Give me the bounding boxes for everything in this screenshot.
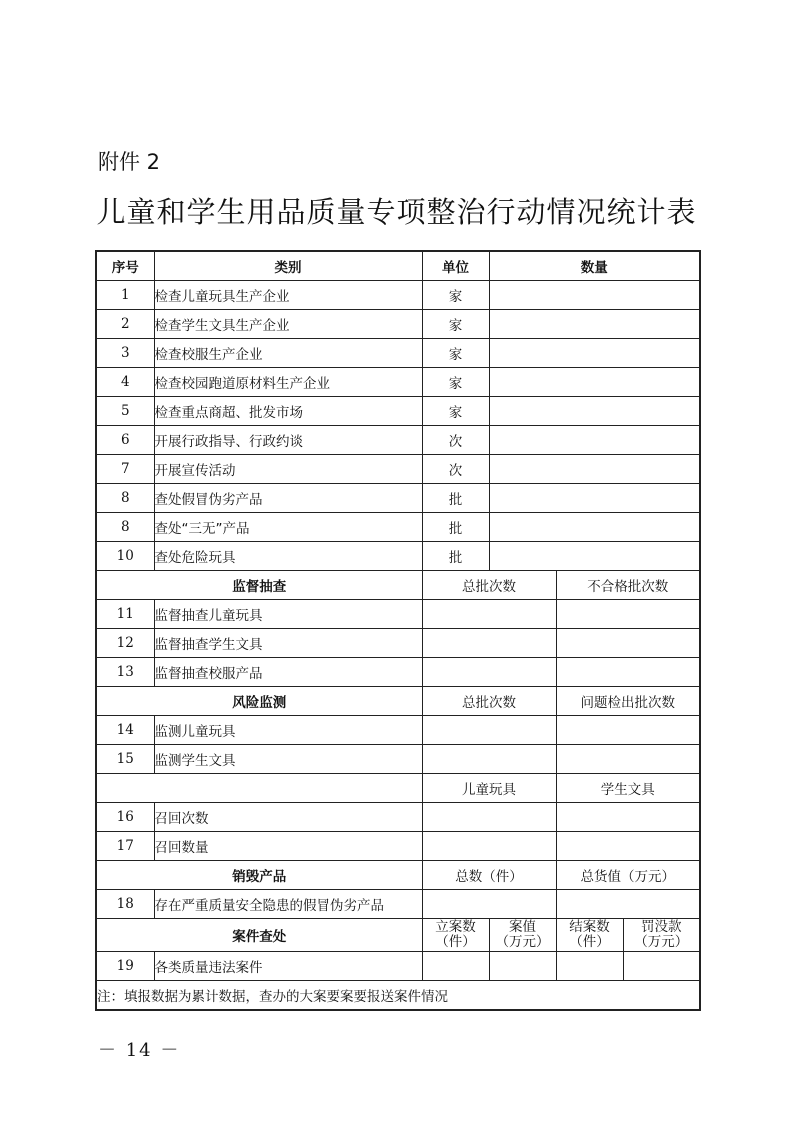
row-unit: 批 xyxy=(422,513,489,542)
section-header-row xyxy=(96,774,700,803)
table-row xyxy=(96,484,700,513)
col-total-batches: 总批次数 xyxy=(422,687,556,716)
table-row xyxy=(96,629,700,658)
quantity-cell[interactable] xyxy=(489,455,700,484)
row-seq: 4 xyxy=(96,368,154,397)
value-cell[interactable] xyxy=(422,803,556,832)
col-total-value: 总货值（万元） xyxy=(556,861,700,890)
value-cell[interactable] xyxy=(556,803,700,832)
row-unit: 批 xyxy=(422,542,489,571)
row-category: 监测儿童玩具 xyxy=(154,716,422,745)
row-seq: 1 xyxy=(96,281,154,310)
col-case-value xyxy=(489,919,556,952)
row-category: 检查学生文具生产企业 xyxy=(154,310,422,339)
row-unit: 家 xyxy=(422,310,489,339)
quantity-cell[interactable] xyxy=(489,426,700,455)
row-seq: 14 xyxy=(96,716,154,745)
row-seq: 18 xyxy=(96,890,154,919)
section-supervision: 监督抽查 xyxy=(96,571,422,600)
quantity-cell[interactable] xyxy=(489,281,700,310)
value-cell[interactable] xyxy=(489,952,556,981)
header-unit: 单位 xyxy=(422,251,489,281)
row-unit: 家 xyxy=(422,397,489,426)
col-cases-closed xyxy=(556,919,623,952)
section-risk-monitoring: 风险监测 xyxy=(96,687,422,716)
row-seq: 13 xyxy=(96,658,154,687)
col-line2: （件） xyxy=(435,934,476,950)
value-cell[interactable] xyxy=(556,832,700,861)
row-category: 开展宣传活动 xyxy=(154,455,422,484)
table-row xyxy=(96,339,700,368)
table-row xyxy=(96,513,700,542)
table-row xyxy=(96,832,700,861)
value-cell[interactable] xyxy=(556,600,700,629)
table-row xyxy=(96,542,700,571)
value-cell[interactable] xyxy=(422,629,556,658)
row-unit: 次 xyxy=(422,455,489,484)
row-seq: 15 xyxy=(96,745,154,774)
row-category: 召回数量 xyxy=(154,832,422,861)
value-cell[interactable] xyxy=(556,952,623,981)
section-header-row xyxy=(96,687,700,716)
value-cell[interactable] xyxy=(422,745,556,774)
value-cell[interactable] xyxy=(422,600,556,629)
section-recall-blank xyxy=(96,774,422,803)
quantity-cell[interactable] xyxy=(489,339,700,368)
value-cell[interactable] xyxy=(556,658,700,687)
header-quantity: 数量 xyxy=(489,251,700,281)
row-seq: 11 xyxy=(96,600,154,629)
row-seq: 3 xyxy=(96,339,154,368)
row-category: 监督抽查校服产品 xyxy=(154,658,422,687)
table-row xyxy=(96,368,700,397)
note-row xyxy=(96,981,700,1011)
row-category: 检查儿童玩具生产企业 xyxy=(154,281,422,310)
table-row xyxy=(96,426,700,455)
quantity-cell[interactable] xyxy=(489,310,700,339)
quantity-cell[interactable] xyxy=(489,542,700,571)
col-problem-batches: 问题检出批次数 xyxy=(556,687,700,716)
col-stationery: 学生文具 xyxy=(556,774,700,803)
col-total-count: 总数（件） xyxy=(422,861,556,890)
row-unit: 家 xyxy=(422,368,489,397)
section-destroy: 销毁产品 xyxy=(96,861,422,890)
row-category: 开展行政指导、行政约谈 xyxy=(154,426,422,455)
table-row xyxy=(96,745,700,774)
row-seq: 10 xyxy=(96,542,154,571)
col-line1: 案值 xyxy=(509,919,536,935)
col-fines xyxy=(623,919,700,952)
value-cell[interactable] xyxy=(556,716,700,745)
col-toys: 儿童玩具 xyxy=(422,774,556,803)
row-category: 查处假冒伪劣产品 xyxy=(154,484,422,513)
attachment-label: 附件 2 xyxy=(98,150,161,174)
row-seq: 17 xyxy=(96,832,154,861)
row-category: 监测学生文具 xyxy=(154,745,422,774)
value-cell[interactable] xyxy=(422,832,556,861)
row-unit: 次 xyxy=(422,426,489,455)
row-seq: 12 xyxy=(96,629,154,658)
row-seq: 16 xyxy=(96,803,154,832)
table-row xyxy=(96,803,700,832)
value-cell[interactable] xyxy=(422,952,489,981)
value-cell[interactable] xyxy=(422,658,556,687)
col-line1: 立案数 xyxy=(435,919,476,935)
row-category: 存在严重质量安全隐患的假冒伪劣产品 xyxy=(154,890,422,919)
row-category: 检查重点商超、批发市场 xyxy=(154,397,422,426)
col-total-batches: 总批次数 xyxy=(422,571,556,600)
row-unit: 家 xyxy=(422,339,489,368)
section-header-row xyxy=(96,919,700,952)
table-row xyxy=(96,281,700,310)
row-seq: 2 xyxy=(96,310,154,339)
table-row xyxy=(96,658,700,687)
col-line2: （万元） xyxy=(634,934,689,950)
row-category: 查处危险玩具 xyxy=(154,542,422,571)
value-cell[interactable] xyxy=(556,745,700,774)
row-seq: 6 xyxy=(96,426,154,455)
value-cell[interactable] xyxy=(556,629,700,658)
section-header-row xyxy=(96,571,700,600)
value-cell[interactable] xyxy=(422,716,556,745)
row-category: 召回次数 xyxy=(154,803,422,832)
statistics-table xyxy=(95,250,701,1011)
row-unit: 批 xyxy=(422,484,489,513)
row-unit: 家 xyxy=(422,281,489,310)
value-cell[interactable] xyxy=(623,952,700,981)
row-seq: 5 xyxy=(96,397,154,426)
row-category: 检查校园跑道原材料生产企业 xyxy=(154,368,422,397)
table-row xyxy=(96,600,700,629)
header-seq: 序号 xyxy=(96,251,154,281)
col-line1: 结案数 xyxy=(569,919,610,935)
table-row xyxy=(96,455,700,484)
row-seq: 8 xyxy=(96,484,154,513)
col-line1: 罚没款 xyxy=(641,919,682,935)
table-header-row xyxy=(96,251,700,281)
section-header-row xyxy=(96,861,700,890)
row-category: 监督抽查学生文具 xyxy=(154,629,422,658)
row-category: 检查校服生产企业 xyxy=(154,339,422,368)
col-line2: （件） xyxy=(569,934,610,950)
table-note: 注：填报数据为累计数据，查办的大案要案要报送案件情况 xyxy=(96,981,700,1011)
quantity-cell[interactable] xyxy=(489,397,700,426)
row-seq: 8 xyxy=(96,513,154,542)
col-cases-filed xyxy=(422,919,489,952)
value-cell[interactable] xyxy=(556,890,700,919)
col-unqualified-batches: 不合格批次数 xyxy=(556,571,700,600)
table-row xyxy=(96,952,700,981)
row-seq: 7 xyxy=(96,455,154,484)
col-line2: （万元） xyxy=(495,934,550,950)
table-row xyxy=(96,310,700,339)
row-category: 各类质量违法案件 xyxy=(154,952,422,981)
row-category: 查处“三无”产品 xyxy=(154,513,422,542)
row-category: 监督抽查儿童玩具 xyxy=(154,600,422,629)
value-cell[interactable] xyxy=(422,890,556,919)
table-row xyxy=(96,397,700,426)
quantity-cell[interactable] xyxy=(489,513,700,542)
header-category: 类别 xyxy=(154,251,422,281)
table-row xyxy=(96,716,700,745)
section-cases: 案件查处 xyxy=(96,919,422,952)
quantity-cell[interactable] xyxy=(489,484,700,513)
quantity-cell[interactable] xyxy=(489,368,700,397)
table-row xyxy=(96,890,700,919)
page-title: 儿童和学生用品质量专项整治行动情况统计表 xyxy=(96,195,697,229)
page-number: － 14 － xyxy=(98,1040,181,1061)
row-seq: 19 xyxy=(96,952,154,981)
